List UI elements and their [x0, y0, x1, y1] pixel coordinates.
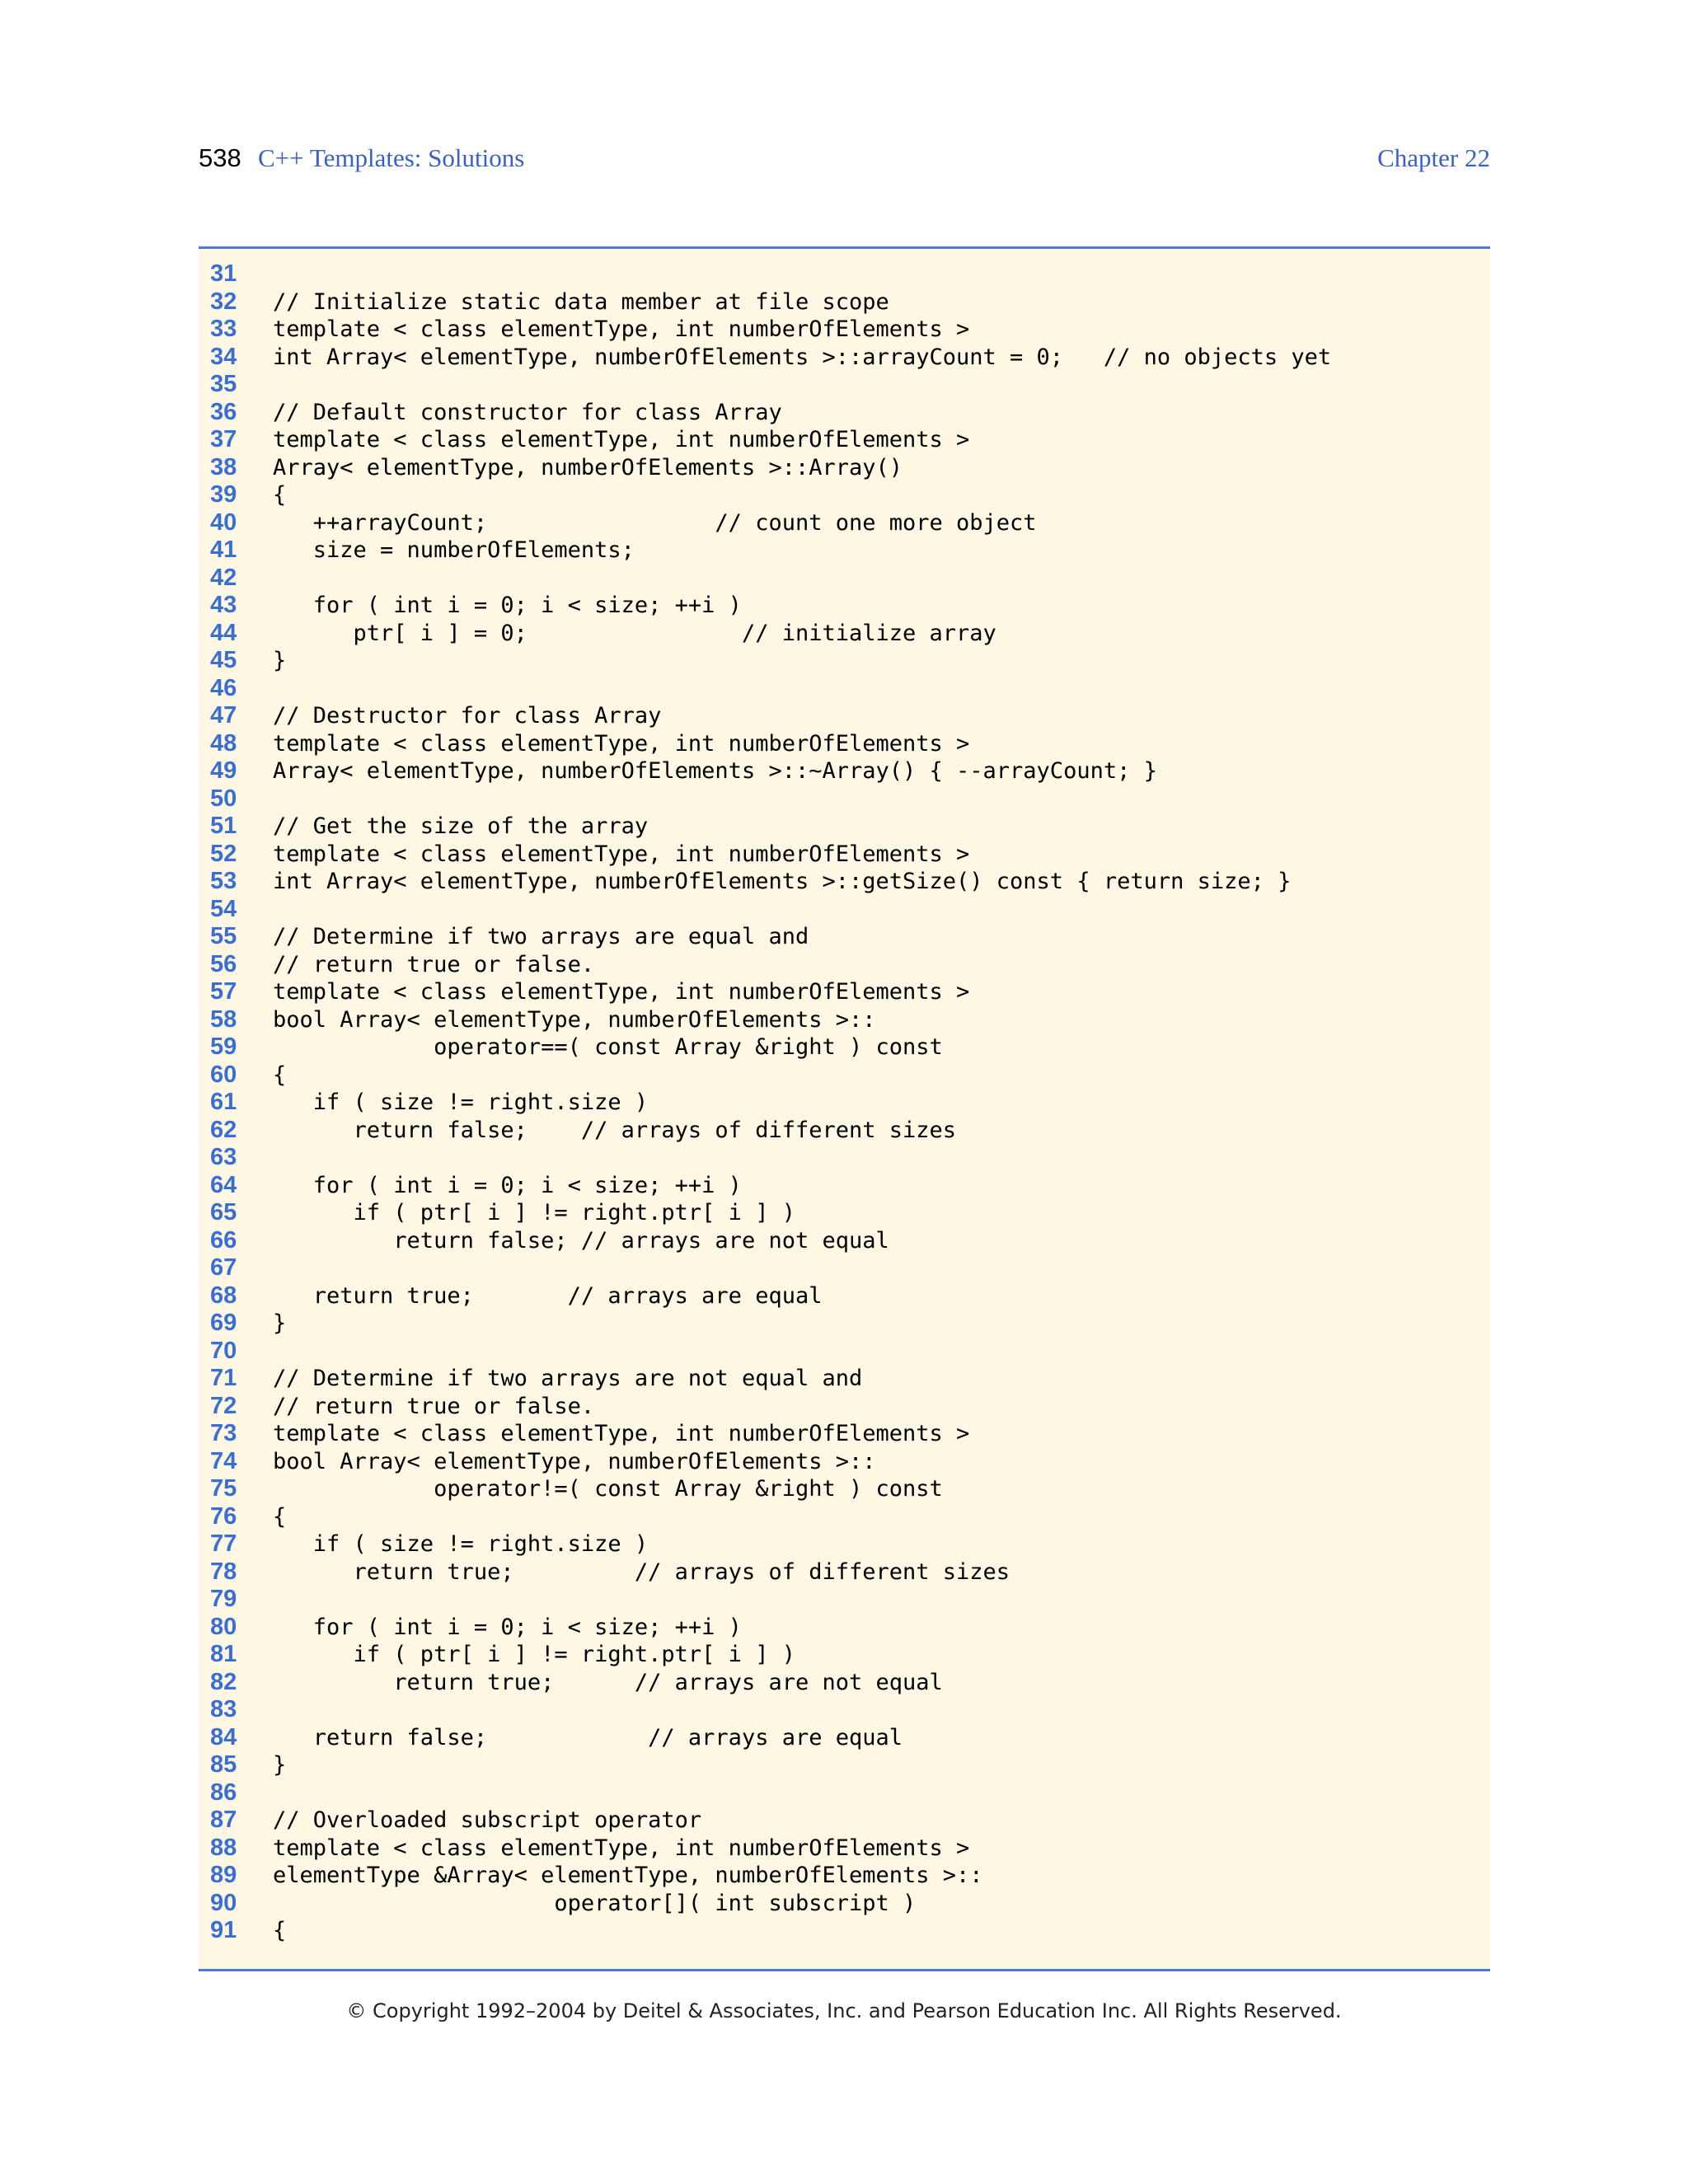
line-number: 52 — [210, 840, 237, 867]
code-text: return false; // arrays are not equal — [273, 1227, 889, 1254]
line-number: 77 — [210, 1530, 237, 1557]
code-text: elementType &Array< elementType, numberOfElements >:: — [273, 1863, 983, 1888]
code-text: bool Array< elementType, numberOfElements >:: — [273, 1448, 876, 1474]
code-text: size = numberOfElements; — [273, 537, 635, 563]
code-text: template < class elementType, int numberOfElements > — [273, 1421, 970, 1446]
line-number: 64 — [210, 1171, 237, 1198]
code-text: // Destructor for class Array — [273, 703, 662, 729]
line-number: 78 — [210, 1558, 237, 1585]
line-number: 90 — [210, 1889, 237, 1916]
line-number: 73 — [210, 1420, 237, 1446]
line-number: 43 — [210, 592, 237, 618]
code-text: int Array< elementType, numberOfElements >::getSize() const { return size; } — [273, 869, 1292, 894]
line-number: 87 — [210, 1807, 237, 1833]
running-title: C++ Templates: Solutions — [258, 143, 525, 172]
line-number: 62 — [210, 1116, 237, 1143]
code-text: template < class elementType, int numberOfElements > — [273, 1835, 970, 1861]
line-number: 82 — [210, 1668, 237, 1695]
line-number: 46 — [210, 674, 237, 701]
copyright-notice: © Copyright 1992–2004 by Deitel & Associates, Inc. and Pearson Education Inc. All Rights Reserved. — [346, 1999, 1342, 2022]
code-text: int Array< elementType, numberOfElements >::arrayCount = 0; // no objects yet — [273, 344, 1332, 370]
line-number: 37 — [210, 426, 237, 452]
line-number: 67 — [210, 1254, 237, 1281]
line-number: 75 — [210, 1475, 237, 1502]
line-number: 38 — [210, 453, 237, 480]
line-number: 80 — [210, 1613, 237, 1640]
code-text: ptr[ i ] = 0; // initialize array — [273, 620, 996, 646]
line-number: 41 — [210, 537, 237, 563]
code-text: // Overloaded subscript operator — [273, 1807, 702, 1833]
code-text: if ( ptr[ i ] != right.ptr[ i ] ) — [273, 1200, 795, 1226]
line-number: 59 — [210, 1033, 237, 1060]
line-number: 89 — [210, 1862, 237, 1888]
line-number: 88 — [210, 1834, 237, 1861]
code-text: template < class elementType, int numberOfElements > — [273, 730, 970, 757]
line-number: 45 — [210, 647, 237, 673]
code-text: for ( int i = 0; i < size; ++i ) — [273, 593, 742, 618]
line-number: 61 — [210, 1089, 237, 1115]
code-text: ++arrayCount; // count one more object — [273, 509, 1037, 536]
code-text: operator[]( int subscript ) — [273, 1890, 917, 1916]
code-text: { — [273, 1062, 287, 1088]
line-number: 35 — [210, 371, 237, 397]
line-number: 63 — [210, 1144, 237, 1170]
line-number: 76 — [210, 1502, 237, 1530]
code-text: // Determine if two arrays are equal and — [273, 924, 809, 949]
chapter-label: Chapter 22 — [1377, 143, 1490, 172]
line-number: 86 — [210, 1779, 237, 1806]
code-text: return true; // arrays of different sizes — [273, 1558, 1010, 1585]
code-text: } — [273, 1752, 287, 1778]
code-text: { — [273, 1918, 287, 1943]
page-header — [199, 138, 1490, 178]
code-text: template < class elementType, int numberOfElements > — [273, 427, 970, 452]
line-number: 91 — [210, 1917, 237, 1943]
line-number: 84 — [210, 1723, 237, 1750]
code-text: return false; // arrays of different sizes — [273, 1117, 957, 1143]
code-text: // Default constructor for class Array — [273, 399, 782, 425]
line-number: 69 — [210, 1310, 237, 1336]
code-text: template < class elementType, int numberOfElements > — [273, 979, 970, 1005]
code-text: return false; // arrays are equal — [273, 1724, 903, 1750]
code-text: { — [273, 482, 287, 508]
code-text: template < class elementType, int numberOfElements > — [273, 316, 970, 342]
code-text: return true; // arrays are not equal — [273, 1669, 943, 1695]
line-number: 58 — [210, 1005, 237, 1033]
line-number: 39 — [210, 481, 237, 508]
line-number: 53 — [210, 868, 237, 894]
line-number: 65 — [210, 1199, 237, 1226]
line-number: 44 — [210, 619, 237, 646]
line-number: 66 — [210, 1226, 237, 1254]
line-number: 40 — [210, 509, 237, 536]
line-number: 34 — [210, 343, 237, 370]
line-number: 81 — [210, 1641, 237, 1667]
code-text: for ( int i = 0; i < size; ++i ) — [273, 1172, 742, 1198]
code-text: { — [273, 1503, 287, 1530]
line-number: 72 — [210, 1392, 237, 1419]
code-text: } — [273, 648, 287, 673]
line-number: 33 — [210, 316, 237, 342]
code-text: if ( size != right.size ) — [273, 1090, 649, 1115]
line-number: 48 — [210, 729, 237, 757]
line-number: 54 — [210, 895, 237, 922]
code-text: // return true or false. — [273, 951, 595, 977]
page-number: 538 — [199, 143, 241, 172]
code-listing — [199, 246, 1490, 1971]
code-text: for ( int i = 0; i < size; ++i ) — [273, 1614, 742, 1640]
line-number: 70 — [210, 1337, 237, 1364]
line-number: 36 — [210, 398, 237, 425]
line-number: 32 — [210, 288, 237, 315]
line-number: 56 — [210, 950, 237, 977]
line-number: 51 — [210, 813, 237, 839]
code-text: // Get the size of the array — [273, 813, 649, 839]
code-text: Array< elementType, numberOfElements >::~Array() { --arrayCount; } — [273, 758, 1157, 784]
line-number: 47 — [210, 702, 237, 729]
line-number: 85 — [210, 1751, 237, 1778]
line-number: 68 — [210, 1282, 237, 1309]
code-text: // return true or false. — [273, 1393, 595, 1419]
line-number: 71 — [210, 1365, 237, 1391]
code-text: return true; // arrays are equal — [273, 1282, 823, 1309]
line-number: 83 — [210, 1696, 237, 1722]
code-text: // Determine if two arrays are not equal and — [273, 1366, 863, 1391]
code-text: operator!=( const Array &right ) const — [273, 1476, 943, 1502]
code-text: operator==( const Array &right ) const — [273, 1034, 943, 1060]
line-number: 31 — [210, 260, 237, 287]
line-number: 55 — [210, 923, 237, 949]
line-number: 79 — [210, 1586, 237, 1612]
code-text: bool Array< elementType, numberOfElements >:: — [273, 1006, 876, 1033]
line-number: 57 — [210, 978, 237, 1005]
code-text: Array< elementType, numberOfElements >::Array() — [273, 454, 903, 480]
line-number: 60 — [210, 1061, 237, 1088]
line-number: 50 — [210, 785, 237, 812]
line-number: 49 — [210, 757, 237, 784]
code-text: template < class elementType, int numberOfElements > — [273, 841, 970, 867]
line-number: 74 — [210, 1447, 237, 1474]
code-text: if ( ptr[ i ] != right.ptr[ i ] ) — [273, 1642, 795, 1667]
code-text: if ( size != right.size ) — [273, 1531, 649, 1557]
code-text: } — [273, 1310, 287, 1336]
line-number: 42 — [210, 564, 237, 591]
code-text: // Initialize static data member at file scope — [273, 288, 889, 315]
